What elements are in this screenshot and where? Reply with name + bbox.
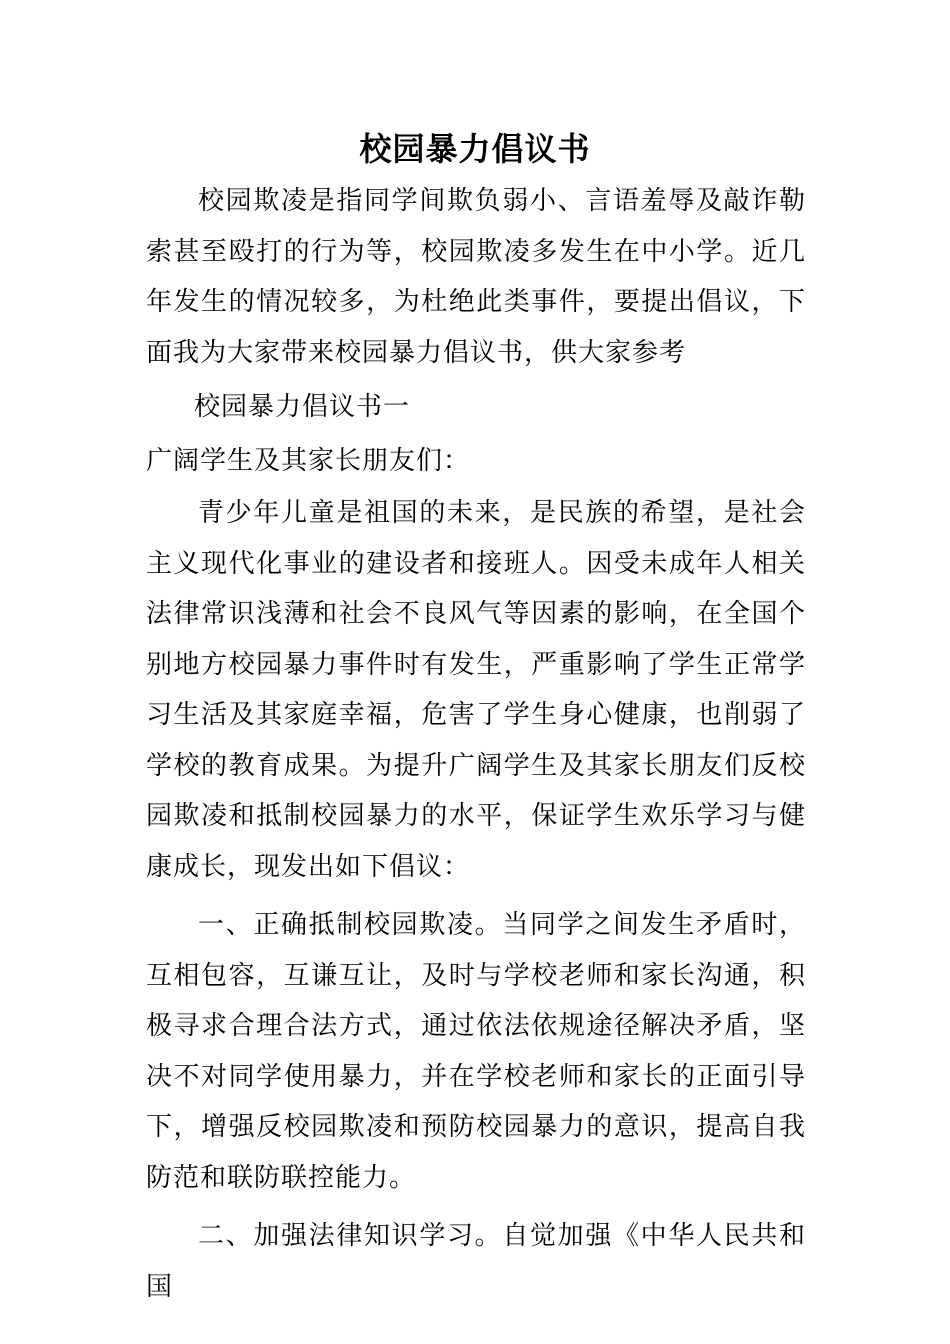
section-heading: 校园暴力倡议书一 xyxy=(194,392,411,422)
salutation: 广阔学生及其家长朋友们： xyxy=(146,445,471,476)
body-paragraph: 青少年儿童是祖国的未来，是民族的希望，是社会主义现代化事业的建设者和接班人。因受未成年人相关法律常识浅薄和社会不良风气等因素的影响，在全国个别地方校园暴力事件时有发生，严重影响了学生正常学习生活及其家庭幸福，危害了学生身心健康，也削弱了学校的教育成果。为提升广阔学生及其家长朋友们反校园欺凌和抵制校园暴力的水平，保证学生欢乐学习与健康成长，现发出如下倡议： xyxy=(146,498,806,882)
proposal-item-1: 一、正确抵制校园欺凌。当同学之间发生矛盾时，互相包容，互谦互让，及时与学校老师和家长沟通，积极寻求合理合法方式，通过依法依规途径解决矛盾，坚决不对同学使用暴力，并在学校老师和家长的正面引导下，增强反校园欺凌和预防校园暴力的意识，提高自我防范和联防联控能力。 xyxy=(146,910,806,1193)
intro-paragraph: 校园欺凌是指同学间欺负弱小、言语羞辱及敲诈勒索甚至殴打的行为等，校园欺凌多发生在中小学。近几年发生的情况较多，为杜绝此类事件，要提出倡议，下面我为大家带来校园暴力倡议书，供大家参考 xyxy=(146,186,806,368)
document-title: 校园暴力倡议书 xyxy=(359,130,591,168)
proposal-item-2: 二、加强法律知识学习。自觉加强《中华人民共和国 xyxy=(146,1221,806,1302)
document-body xyxy=(146,176,806,1312)
